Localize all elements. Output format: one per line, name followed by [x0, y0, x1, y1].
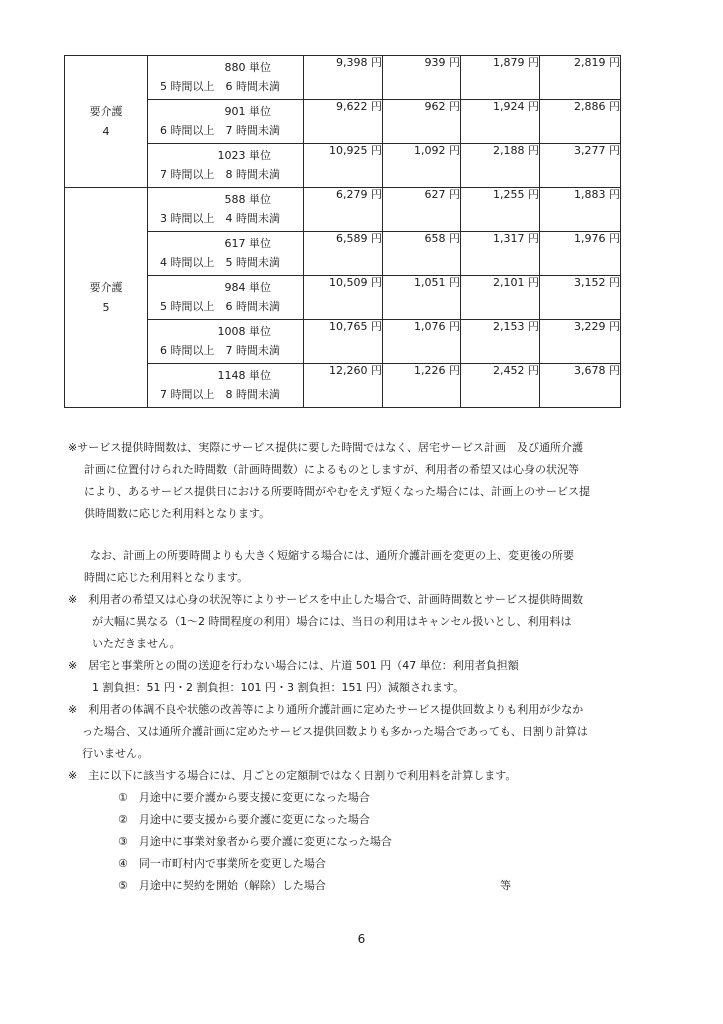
total-fee: 12,260 円 — [304, 364, 383, 408]
care-level-cell: 要介護 4 — [65, 56, 148, 188]
copay-2: 2,188 円 — [461, 144, 540, 188]
list-item: ① 月途中に要介護から要支援に変更になった場合 — [118, 791, 370, 804]
hours: 7 時間以上 8 時間未満 — [160, 168, 280, 181]
units-cell — [148, 56, 304, 100]
table-row — [65, 276, 621, 320]
copay-1: 658 円 — [383, 232, 461, 276]
table-row — [65, 144, 621, 188]
copay-3: 1,976 円 — [540, 232, 621, 276]
units: 588 単位 — [224, 193, 271, 206]
copay-2: 1,317 円 — [461, 232, 540, 276]
units-cell — [148, 100, 304, 144]
etc-marker: 等 — [500, 879, 511, 892]
list-item: ③ 月途中に事業対象者から要介護に変更になった場合 — [118, 835, 392, 848]
copay-1: 939 円 — [383, 56, 461, 100]
copay-3: 2,886 円 — [540, 100, 621, 144]
total-fee: 9,398 円 — [304, 56, 383, 100]
list-item: ⑤ 月途中に契約を開始（解除）した場合 — [118, 879, 326, 892]
hours: 6 時間以上 7 時間未満 — [160, 344, 280, 357]
prorate-list — [118, 787, 392, 897]
hours: 5 時間以上 6 時間未満 — [160, 80, 280, 93]
total-fee: 6,589 円 — [304, 232, 383, 276]
copay-1: 1,226 円 — [383, 364, 461, 408]
note-plan-change: なお、計画上の所要時間よりも大きく短縮する場合には、通所介護計画を変更の上、変更後の所要 時間に応じた利用料となります。 — [84, 549, 574, 584]
copay-1: 1,051 円 — [383, 276, 461, 320]
units: 1023 単位 — [217, 149, 271, 162]
copay-2: 1,255 円 — [461, 188, 540, 232]
list-item: ④ 同一市町村内で事業所を変更した場合 — [118, 857, 326, 870]
copay-2: 2,101 円 — [461, 276, 540, 320]
copay-3: 3,229 円 — [540, 320, 621, 364]
copay-3: 3,277 円 — [540, 144, 621, 188]
units-cell — [148, 188, 304, 232]
fee-table — [64, 55, 621, 408]
copay-3: 3,152 円 — [540, 276, 621, 320]
page-number: 6 — [357, 932, 366, 946]
copay-2: 2,452 円 — [461, 364, 540, 408]
note-cancellation: ※ 利用者の希望又は心身の状況等によりサービスを中止した場合で、計画時間数とサービス提供時間数 が大幅に異なる（1～2 時間程度の利用）場合には、当日の利用はキャンセル扱いとし、利用料は いただきません。 — [68, 593, 583, 650]
table-row — [65, 320, 621, 364]
units: 1008 単位 — [217, 325, 271, 338]
copay-1: 627 円 — [383, 188, 461, 232]
table-row — [65, 56, 621, 100]
units: 617 単位 — [224, 237, 271, 250]
units-cell — [148, 276, 304, 320]
copay-1: 1,076 円 — [383, 320, 461, 364]
hours: 4 時間以上 5 時間未満 — [160, 256, 280, 269]
copay-1: 1,092 円 — [383, 144, 461, 188]
hours: 3 時間以上 4 時間未満 — [160, 212, 280, 225]
units-cell — [148, 144, 304, 188]
units: 901 単位 — [224, 105, 271, 118]
units: 1148 単位 — [217, 369, 271, 382]
list-item: ② 月途中に要支援から要介護に変更になった場合 — [118, 813, 370, 826]
units: 984 単位 — [224, 281, 271, 294]
total-fee: 6,279 円 — [304, 188, 383, 232]
total-fee: 10,925 円 — [304, 144, 383, 188]
care-level-cell: 要介護 5 — [65, 188, 148, 408]
hours: 7 時間以上 8 時間未満 — [160, 388, 280, 401]
table-row — [65, 100, 621, 144]
copay-2: 2,153 円 — [461, 320, 540, 364]
hours: 5 時間以上 6 時間未満 — [160, 300, 280, 313]
table-row — [65, 188, 621, 232]
note-daily-calc: ※ 利用者の体調不良や状態の改善等により通所介護計画に定めたサービス提供回数よりも利用が少なか った場合、又は通所介護計画に定めたサービス提供回数よりも多かった場合であっても、日割り計算は 行いません。 — [68, 703, 588, 760]
copay-3: 2,819 円 — [540, 56, 621, 100]
copay-2: 1,879 円 — [461, 56, 540, 100]
units-cell — [148, 364, 304, 408]
table-row — [65, 364, 621, 408]
copay-3: 3,678 円 — [540, 364, 621, 408]
total-fee: 10,509 円 — [304, 276, 383, 320]
copay-1: 962 円 — [383, 100, 461, 144]
units: 880 単位 — [224, 61, 271, 74]
total-fee: 10,765 円 — [304, 320, 383, 364]
total-fee: 9,622 円 — [304, 100, 383, 144]
note-prorate-heading: ※ 主に以下に該当する場合には、月ごとの定額制ではなく日割りで利用料を計算します。 — [68, 769, 517, 782]
copay-3: 1,883 円 — [540, 188, 621, 232]
copay-2: 1,924 円 — [461, 100, 540, 144]
note-transport: ※ 居宅と事業所との間の送迎を行わない場合には、片道 501 円（47 単位：利用者負担額 1 割負担：51 円・2 割負担：101 円・3 割負担：151 円）減額されます。 — [68, 659, 519, 694]
note-service-time: ※サービス提供時間数は、実際にサービス提供に要した時間ではなく、居宅サービス計画 及び通所介護 計画に位置付けられた時間数（計画時間数）によるものとしますが、利用者の希望又は心身の状況等 により、あるサービス提供日における所要時間がやむをえず短くなった場合には、計画上のサービス提 供時間数に応じた利用料となります。 — [68, 441, 590, 520]
units-cell — [148, 320, 304, 364]
table-row — [65, 232, 621, 276]
hours: 6 時間以上 7 時間未満 — [160, 124, 280, 137]
units-cell — [148, 232, 304, 276]
